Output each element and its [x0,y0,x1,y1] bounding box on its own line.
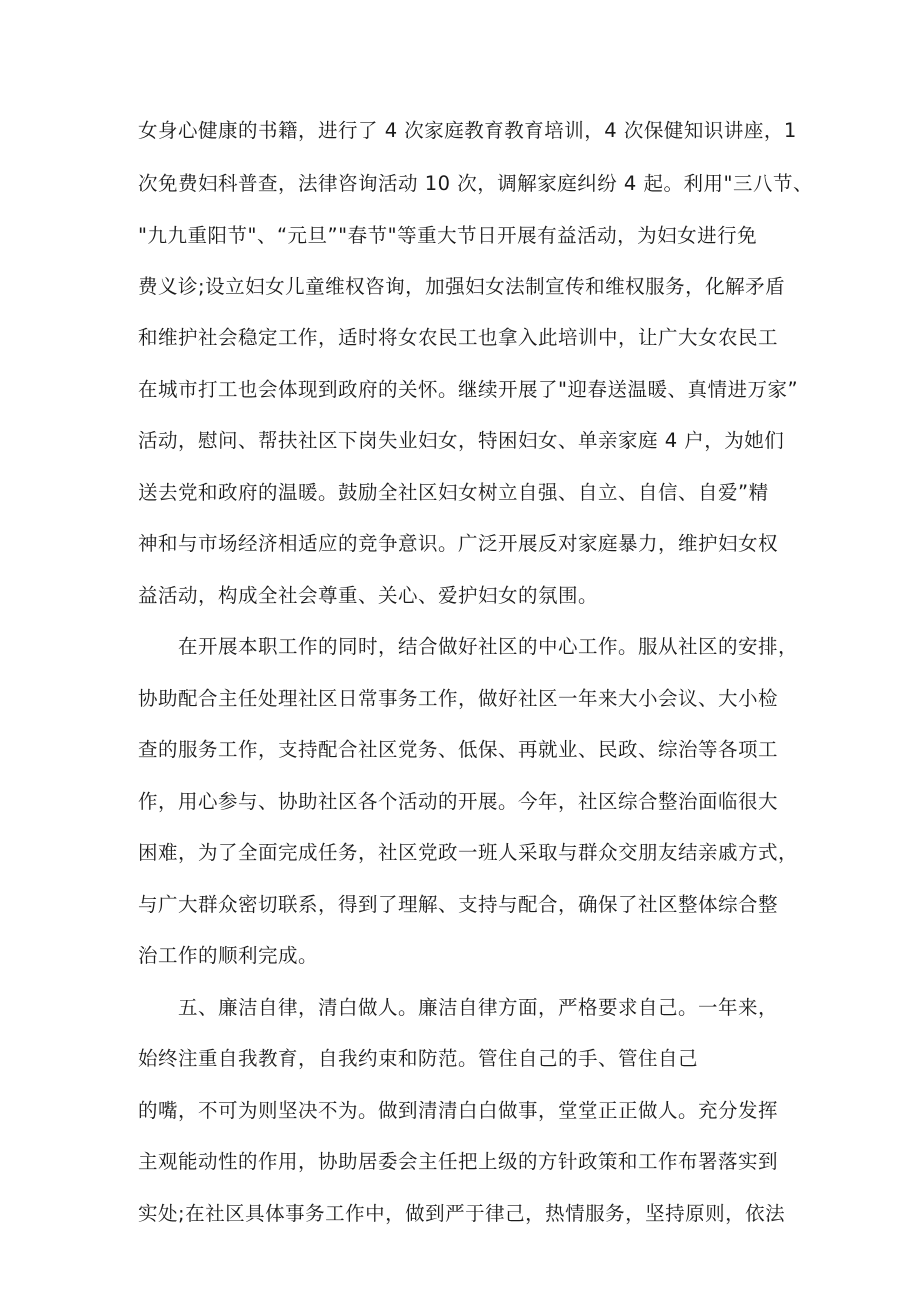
text-line: 费义诊;设立妇女儿童维权咨询，加强妇女法制宣传和维权服务，化解矛盾 [138,275,786,298]
text-line: 查的服务工作，支持配合社区党务、低保、再就业、民政、综治等各项工 [138,738,779,761]
text-line: 治工作的顺利完成。 [138,944,319,967]
text-line: 困难，为了全面完成任务，社区党政一班人采取与群众交朋友结亲戚方式， [138,841,799,864]
text-line: 活动，慰问、帮扶社区下岗失业妇女，特困妇女、单亲家庭 4 户，为她们 [138,429,785,452]
text-line: 的嘴，不可为则坚决不为。做到清清白白做事，堂堂正正做人。充分发挥 [138,1099,779,1122]
text-line: 与广大群众密切联系，得到了理解、支持与配合，确保了社区整体综合整 [138,893,779,916]
text-line: 始终注重自我教育，自我约束和防范。管住自己的手、管住自己 [138,1047,699,1070]
text-line: 女身心健康的书籍，进行了 4 次家庭教育教育培训，4 次保健知识讲座，1 [138,119,797,142]
text-line: 实处;在社区具体事务工作中，做到严于律己，热情服务，坚持原则，依法 [138,1202,786,1225]
text-line: 送去党和政府的温暖。鼓励全社区妇女树立自强、自立、自信、自爱”精 [138,481,769,504]
text-line: 次免费妇科普查，法律咨询活动 10 次，调解家庭纠纷 4 起。利用"三八节、 [138,172,813,195]
paragraph-first-line: 在开展本职工作的同时，结合做好社区的中心工作。服从社区的安排， [178,635,799,658]
section-heading-line: 五、廉洁自律，清白做人。廉洁自律方面，严格要求自己。一年来， [178,996,779,1019]
text-line: 益活动，构成全社会尊重、关心、爱护妇女的氛围。 [138,584,599,607]
text-line: 协助配合主任处理社区日常事务工作，做好社区一年来大小会议、大小检 [138,687,779,710]
text-line: 主观能动性的作用，协助居委会主任把上级的方针政策和工作布署落实到 [138,1150,779,1173]
text-line: 作，用心参与、协助社区各个活动的开展。今年，社区综合整治面临很大 [138,790,779,813]
text-line: 和维护社会稳定工作，适时将女农民工也拿入此培训中，让广大女农民工 [138,326,779,349]
text-line: 神和与市场经济相适应的竞争意识。广泛开展反对家庭暴力，维护妇女权 [138,532,779,555]
text-line: "九九重阳节"、“元旦”"春节"等重大节日开展有益活动，为妇女进行免 [138,224,758,247]
text-line: 在城市打工也会体现到政府的关怀。继续开展了"迎春送温暖、真情进万家” [138,378,799,401]
